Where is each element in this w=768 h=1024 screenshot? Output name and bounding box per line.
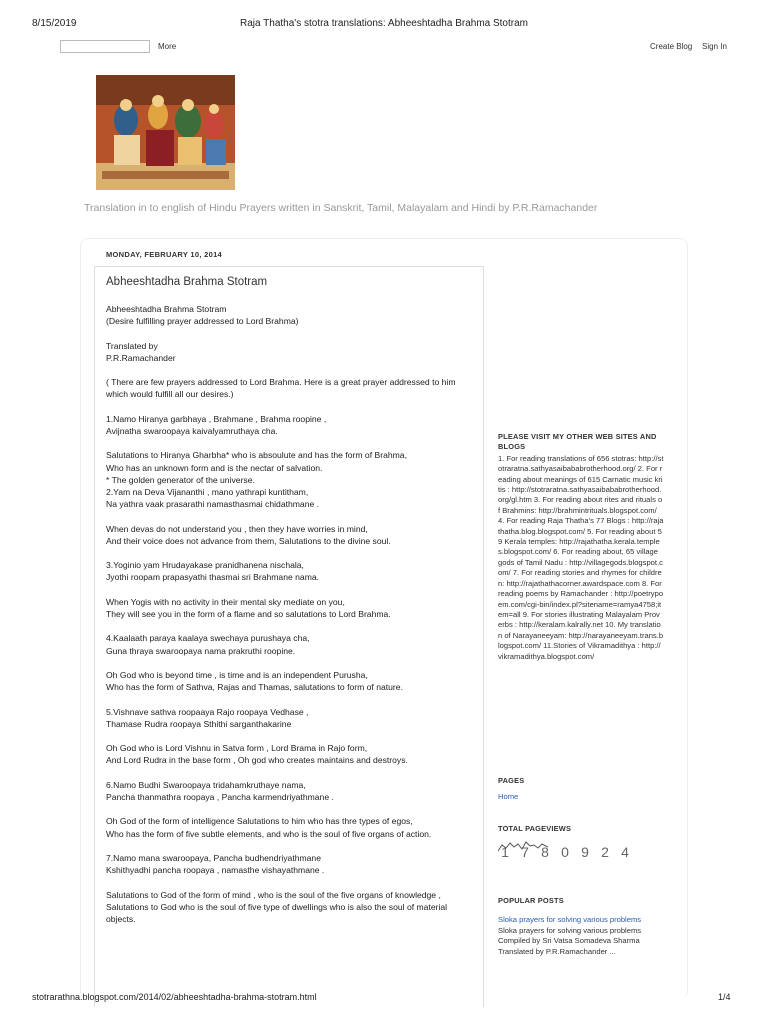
sidebar-websites: [498, 432, 664, 662]
print-url: stotrarathna.blogspot.com/2014/02/abheeshtadha-brahma-stotram.html: [32, 992, 317, 1002]
pageviews-counter: [498, 844, 664, 861]
post-paragraph: ( There are few prayers addressed to Lord Brahma. Here is a great prayer addressed to him which would fulfill all our desires.): [106, 377, 456, 400]
popular-post-snippet: Sloka prayers for solving various problems Compiled by Sri Vatsa Somadeva Sharma Translated by P.R.Ramachander ...: [498, 925, 642, 956]
post-paragraph: 7.Namo mana swaroopaya, Pancha budhendriyathmane Kshithyadhi pancha roopaya , namasthe vishayathmane .: [106, 852, 325, 876]
pageviews-digit: 1: [501, 844, 509, 861]
post-paragraph: 4.Kaalaath paraya kaalaya swechaya purushaya cha, Guna thraya swaroopaya nama prakruthi roopine.: [106, 633, 310, 656]
sidebar-popular: [498, 896, 664, 957]
banner-image: [96, 75, 235, 190]
print-page-number: 1/4: [718, 992, 731, 1002]
more-link[interactable]: More: [158, 42, 177, 51]
post-paragraph: Oh God of the form of intelligence Salutations to him who has thre types of egos, Who has the form of five subtle elements, and who is the soul of five organs of action.: [106, 816, 432, 839]
pageviews-digit: 7: [521, 844, 529, 861]
search-input[interactable]: [60, 40, 150, 53]
pageviews-digit: 0: [561, 844, 569, 861]
pageviews-digit: 9: [581, 844, 589, 861]
sidebar-pages: [498, 776, 664, 803]
pageviews-digit: 4: [621, 844, 629, 861]
sidebar-pageviews: [498, 824, 664, 861]
popular-heading: POPULAR POSTS: [498, 896, 564, 905]
post-paragraph: Oh God who is Lord Vishnu in Satva form , Lord Brama in Rajo form, And Lord Rudra in the base form , Oh god who creates maintains and destroys.: [106, 743, 408, 766]
post-paragraph: 3.Yoginio yam Hrudayakase pranidhanena nischala, Jyothi roopam prapasyathi thasmai sri Brahmane nama.: [106, 560, 320, 583]
print-date: 8/15/2019: [32, 18, 77, 29]
post-paragraph: Translated by P.R.Ramachander: [106, 340, 176, 363]
post-paragraph: 6.Namo Budhi Swaroopaya tridahamkruthaye nama, Pancha thanmathra roopaya , Pancha karmendriyathmane .: [106, 779, 334, 802]
create-blog-link[interactable]: Create Blog: [650, 42, 693, 51]
popular-post-link[interactable]: Sloka prayers for solving various problems: [498, 915, 642, 925]
pageviews-heading: TOTAL PAGEVIEWS: [498, 824, 572, 833]
post-paragraph: Salutations to Hiranya Gharbha* who is absoulute and has the form of Brahma, Who has an unknown form and is the nectar of salvation. * The golden generator of the universe. 2.Yam na Deva Vijananthi , mano yathrapi kuntitham, Na yathra vaak prasarathi namasthasmai chidathmane .: [106, 450, 407, 510]
pageviews-digit: 8: [541, 844, 549, 861]
post-paragraph: When Yogis with no activity in their mental sky mediate on you, They will see you in the form of a flame and so salutations to Lord Brahma.: [106, 596, 391, 619]
post-body: [106, 303, 476, 937]
post-paragraph: Abheeshtadha Brahma Stotram (Desire fulfilling prayer addressed to Lord Brahma): [106, 304, 299, 327]
post-container: [94, 266, 484, 1007]
pages-heading: PAGES: [498, 776, 525, 785]
post-date-header: MONDAY, FEBRUARY 10, 2014: [106, 250, 223, 259]
post-paragraph: When devas do not understand you , then they have worries in mind, And their voice does not advance from them, Salutations to the divine soul.: [106, 523, 391, 546]
post-title[interactable]: Abheeshtadha Brahma Stotram: [106, 276, 268, 288]
post-paragraph: Oh God who is beyond time , is time and is an independent Purusha, Who has the form of Sathva, Rajas and Thamas, salutations to form of nature.: [106, 669, 403, 693]
post-paragraph: 5.Vishnave sathva roopaaya Rajo roopaya Vedhase , Thamase Rudra roopaya Sthithi sarganthakarine: [106, 706, 309, 729]
sign-in-link[interactable]: Sign In: [702, 42, 727, 51]
pages-home-link[interactable]: Home: [498, 792, 519, 802]
websites-list[interactable]: 1. For reading translations of 656 stotras: http://stotraratna.sathyasaibababrotherhood.org/ 2. For reading about meanings of 615 Carnatic music kritis : http://stotraratna.sathyasaibababrotherhood.org/gl.htm 3. For reading about rites and rituals of Brahmins: http://brahmintrituals.blogspot.com/ 4. For reading Raja Thatha's 77 Blogs : http://rajathatha.blog.blogspot.com/ 5. For reading about 59 Kerala temples: http://rajathatha.kerala.temples.blogspot.com/ 6. For reading about, 65 village gods of Tamil Nadu : http://villagegods.blogspot.com/ 7. For reading stories and rhymes for children: http://rajathathacorner.awardspace.com 8. For reading poems by Ramachander : http://poetrypoem.com/cgi-bin/index.pl?sitename=ramya4758;item=all 9. For stories illustrating Malayalam Proverbs : http://keralam.kalrally.net 10. My translation of Narayaneeyam: http://narayaneeyam.trans.blogspot.com/ 11.Stories of Vikramadithya : http://vikramadithya.blogspot.com/: [498, 453, 664, 661]
print-title: Raja Thatha's stotra translations: Abheeshtadha Brahma Stotram: [240, 18, 528, 29]
websites-heading: PLEASE VISIT MY OTHER WEB SITES AND BLOGS: [498, 432, 657, 452]
post-paragraph: 1.Namo Hiranya garbhaya , Brahmane , Brahma roopine , Avijnatha swaroopaya kaivalyamruthaya cha.: [106, 413, 327, 436]
post-paragraph: Salutations to God of the form of mind , who is the soul of the five organs of knowledge , Salutations to God who is the soul of five type of dwellings who is also the soul of material objects.: [106, 889, 448, 924]
blog-description: Translation in to english of Hindu Prayers written in Sanskrit, Tamil, Malayalam and Hindi by P.R.Ramachander: [84, 202, 598, 214]
pageviews-digit: 2: [601, 844, 609, 861]
